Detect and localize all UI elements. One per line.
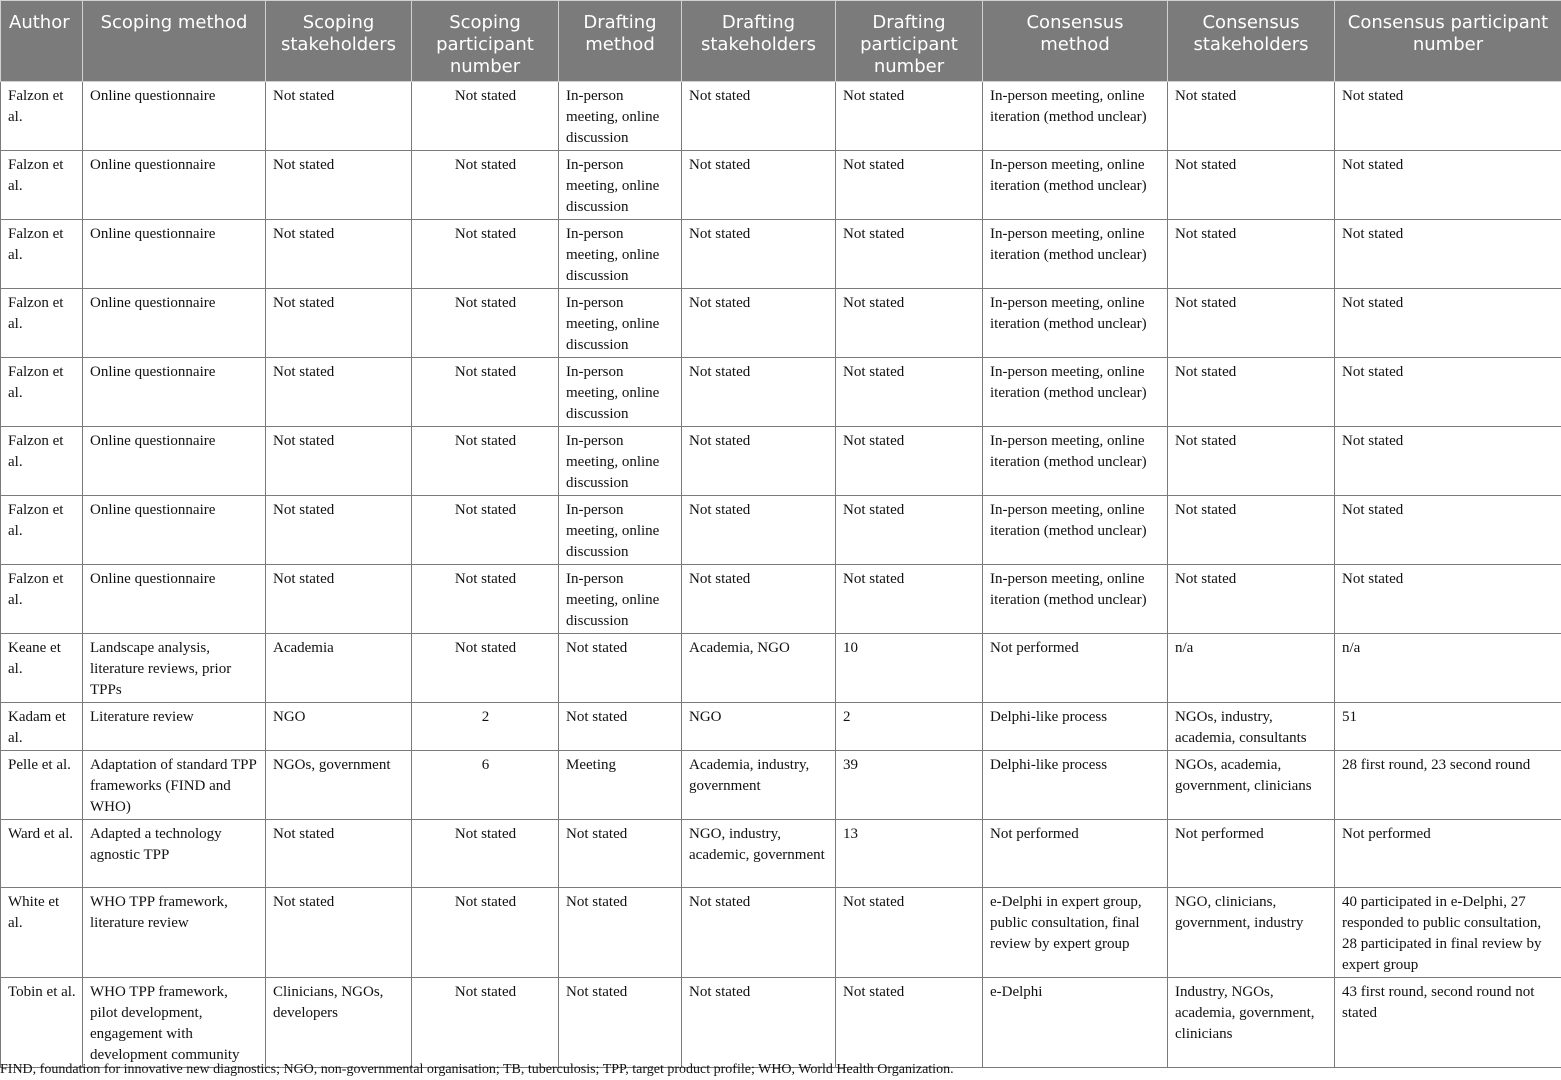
cell-drafting-method: Not stated (559, 888, 682, 978)
cell-scoping-stakeholders: Not stated (266, 565, 412, 634)
cell-consensus-stakeholders: NGO, clinicians, government, industry (1168, 888, 1335, 978)
cell-drafting-method: In-person meeting, online discussion (559, 220, 682, 289)
cell-drafting-method: In-person meeting, online discussion (559, 427, 682, 496)
cell-drafting-participant-number: Not stated (836, 151, 983, 220)
cell-drafting-participant-number: Not stated (836, 888, 983, 978)
cell-consensus-stakeholders: Not stated (1168, 151, 1335, 220)
cell-consensus-participant-number: Not stated (1335, 289, 1561, 358)
cell-drafting-method: In-person meeting, online discussion (559, 496, 682, 565)
cell-drafting-participant-number: Not stated (836, 358, 983, 427)
cell-scoping-participant-number: Not stated (412, 289, 559, 358)
cell-drafting-method: In-person meeting, online discussion (559, 151, 682, 220)
cell-consensus-method: In-person meeting, online iteration (method unclear) (983, 220, 1168, 289)
table-row (1, 888, 1561, 978)
cell-drafting-method: In-person meeting, online discussion (559, 82, 682, 151)
cell-consensus-method: In-person meeting, online iteration (method unclear) (983, 565, 1168, 634)
cell-author: Keane et al. (1, 634, 83, 703)
table-row (1, 358, 1561, 427)
cell-drafting-participant-number: Not stated (836, 82, 983, 151)
cell-author: Falzon et al. (1, 496, 83, 565)
cell-consensus-method: In-person meeting, online iteration (method unclear) (983, 496, 1168, 565)
cell-consensus-method: In-person meeting, online iteration (method unclear) (983, 82, 1168, 151)
cell-consensus-participant-number: Not stated (1335, 82, 1561, 151)
cell-author: Pelle et al. (1, 751, 83, 820)
cell-scoping-stakeholders: Not stated (266, 888, 412, 978)
cell-author: Falzon et al. (1, 220, 83, 289)
cell-scoping-method: Adapted a technology agnostic TPP (83, 820, 266, 888)
cell-scoping-participant-number: Not stated (412, 978, 559, 1068)
cell-consensus-participant-number: Not stated (1335, 151, 1561, 220)
cell-author: Falzon et al. (1, 358, 83, 427)
cell-consensus-method: In-person meeting, online iteration (method unclear) (983, 151, 1168, 220)
cell-author: White et al. (1, 888, 83, 978)
cell-scoping-participant-number: 6 (412, 751, 559, 820)
cell-drafting-participant-number: 10 (836, 634, 983, 703)
cell-scoping-method: WHO TPP framework, literature review (83, 888, 266, 978)
cell-drafting-method: Not stated (559, 634, 682, 703)
cell-drafting-method: In-person meeting, online discussion (559, 358, 682, 427)
cell-consensus-participant-number: 51 (1335, 703, 1561, 751)
cell-consensus-method: In-person meeting, online iteration (method unclear) (983, 289, 1168, 358)
cell-drafting-stakeholders: Not stated (682, 565, 836, 634)
cell-drafting-stakeholders: NGO (682, 703, 836, 751)
header-scoping-stakeholders: Scoping stakeholders (266, 1, 412, 82)
table-row (1, 820, 1561, 888)
cell-drafting-stakeholders: NGO, industry, academic, government (682, 820, 836, 888)
cell-drafting-stakeholders: Not stated (682, 888, 836, 978)
cell-scoping-stakeholders: Not stated (266, 289, 412, 358)
cell-drafting-participant-number: 39 (836, 751, 983, 820)
cell-scoping-participant-number: Not stated (412, 427, 559, 496)
cell-author: Tobin et al. (1, 978, 83, 1068)
cell-scoping-participant-number: 2 (412, 703, 559, 751)
table-row (1, 220, 1561, 289)
cell-consensus-participant-number: Not stated (1335, 427, 1561, 496)
cell-consensus-participant-number: 43 first round, second round not stated (1335, 978, 1561, 1068)
cell-drafting-method: Not stated (559, 703, 682, 751)
cell-consensus-stakeholders: NGOs, academia, government, clinicians (1168, 751, 1335, 820)
header-consensus-stakeholders: Consensus stakeholders (1168, 1, 1335, 82)
cell-drafting-stakeholders: Academia, NGO (682, 634, 836, 703)
cell-consensus-method: Not performed (983, 634, 1168, 703)
cell-scoping-stakeholders: Not stated (266, 82, 412, 151)
table-row (1, 289, 1561, 358)
cell-consensus-method: Delphi-like process (983, 703, 1168, 751)
cell-drafting-participant-number: Not stated (836, 565, 983, 634)
table-row (1, 82, 1561, 151)
header-scoping-method: Scoping method (83, 1, 266, 82)
cell-consensus-stakeholders: Not stated (1168, 565, 1335, 634)
cell-consensus-stakeholders: NGOs, industry, academia, consultants (1168, 703, 1335, 751)
cell-scoping-participant-number: Not stated (412, 358, 559, 427)
cell-scoping-participant-number: Not stated (412, 151, 559, 220)
cell-drafting-stakeholders: Not stated (682, 82, 836, 151)
cell-scoping-participant-number: Not stated (412, 888, 559, 978)
cell-scoping-method: Online questionnaire (83, 427, 266, 496)
cell-drafting-stakeholders: Not stated (682, 220, 836, 289)
table-row (1, 703, 1561, 751)
cell-consensus-method: Not performed (983, 820, 1168, 888)
cell-scoping-participant-number: Not stated (412, 82, 559, 151)
cell-scoping-method: Online questionnaire (83, 151, 266, 220)
cell-drafting-participant-number: Not stated (836, 978, 983, 1068)
cell-consensus-stakeholders: n/a (1168, 634, 1335, 703)
cell-scoping-method: Online questionnaire (83, 220, 266, 289)
cell-consensus-stakeholders: Not performed (1168, 820, 1335, 888)
cell-consensus-participant-number: Not performed (1335, 820, 1561, 888)
cell-consensus-method: In-person meeting, online iteration (method unclear) (983, 427, 1168, 496)
cell-drafting-participant-number: 13 (836, 820, 983, 888)
cell-drafting-stakeholders: Not stated (682, 496, 836, 565)
cell-drafting-stakeholders: Academia, industry, government (682, 751, 836, 820)
cell-consensus-method: In-person meeting, online iteration (method unclear) (983, 358, 1168, 427)
cell-scoping-method: Online questionnaire (83, 565, 266, 634)
table-row (1, 496, 1561, 565)
cell-consensus-participant-number: 40 participated in e-Delphi, 27 responded to public consultation, 28 participated in final review by expert group (1335, 888, 1561, 978)
cell-scoping-method: Online questionnaire (83, 289, 266, 358)
cell-scoping-participant-number: Not stated (412, 220, 559, 289)
header-scoping-participant-number: Scoping participant number (412, 1, 559, 82)
cell-consensus-method: e-Delphi (983, 978, 1168, 1068)
cell-scoping-participant-number: Not stated (412, 496, 559, 565)
table-body (1, 82, 1561, 1068)
cell-consensus-stakeholders: Not stated (1168, 289, 1335, 358)
cell-scoping-stakeholders: Not stated (266, 820, 412, 888)
cell-consensus-stakeholders: Not stated (1168, 496, 1335, 565)
cell-drafting-stakeholders: Not stated (682, 358, 836, 427)
cell-author: Falzon et al. (1, 289, 83, 358)
table-footnote: FIND, foundation for innovative new diagnostics; NGO, non-governmental organisation; TB, tuberculosis; TPP, target product profile; WHO, World Health Organization. (0, 1062, 954, 1077)
cell-scoping-method: Adaptation of standard TPP frameworks (FIND and WHO) (83, 751, 266, 820)
cell-scoping-stakeholders: Clinicians, NGOs, developers (266, 978, 412, 1068)
cell-drafting-method: In-person meeting, online discussion (559, 289, 682, 358)
cell-author: Kadam et al. (1, 703, 83, 751)
cell-consensus-participant-number: Not stated (1335, 565, 1561, 634)
cell-scoping-participant-number: Not stated (412, 820, 559, 888)
cell-scoping-stakeholders: NGO (266, 703, 412, 751)
header-drafting-method: Drafting method (559, 1, 682, 82)
cell-drafting-method: Not stated (559, 978, 682, 1068)
cell-consensus-participant-number: Not stated (1335, 220, 1561, 289)
cell-scoping-stakeholders: NGOs, government (266, 751, 412, 820)
table-row (1, 427, 1561, 496)
cell-consensus-stakeholders: Not stated (1168, 358, 1335, 427)
cell-author: Falzon et al. (1, 82, 83, 151)
cell-scoping-method: Online questionnaire (83, 82, 266, 151)
cell-scoping-method: Online questionnaire (83, 496, 266, 565)
header-consensus-method: Consensus method (983, 1, 1168, 82)
cell-drafting-participant-number: Not stated (836, 427, 983, 496)
header-drafting-participant-number: Drafting participant number (836, 1, 983, 82)
cell-scoping-stakeholders: Not stated (266, 220, 412, 289)
cell-drafting-participant-number: Not stated (836, 289, 983, 358)
cell-consensus-participant-number: Not stated (1335, 358, 1561, 427)
cell-scoping-stakeholders: Not stated (266, 427, 412, 496)
cell-drafting-method: Meeting (559, 751, 682, 820)
cell-scoping-stakeholders: Academia (266, 634, 412, 703)
cell-drafting-method: Not stated (559, 820, 682, 888)
table-row (1, 565, 1561, 634)
cell-consensus-method: e-Delphi in expert group, public consultation, final review by expert group (983, 888, 1168, 978)
cell-drafting-participant-number: 2 (836, 703, 983, 751)
cell-drafting-stakeholders: Not stated (682, 427, 836, 496)
cell-author: Falzon et al. (1, 151, 83, 220)
cell-scoping-stakeholders: Not stated (266, 358, 412, 427)
cell-scoping-stakeholders: Not stated (266, 496, 412, 565)
cell-author: Ward et al. (1, 820, 83, 888)
cell-scoping-method: Landscape analysis, literature reviews, prior TPPs (83, 634, 266, 703)
cell-drafting-stakeholders: Not stated (682, 978, 836, 1068)
cell-drafting-stakeholders: Not stated (682, 151, 836, 220)
cell-drafting-participant-number: Not stated (836, 220, 983, 289)
cell-scoping-participant-number: Not stated (412, 565, 559, 634)
cell-consensus-method: Delphi-like process (983, 751, 1168, 820)
cell-scoping-method: WHO TPP framework, pilot development, engagement with development community (83, 978, 266, 1068)
cell-consensus-stakeholders: Not stated (1168, 82, 1335, 151)
table-row (1, 751, 1561, 820)
cell-consensus-participant-number: Not stated (1335, 496, 1561, 565)
cell-consensus-stakeholders: Not stated (1168, 427, 1335, 496)
cell-drafting-method: In-person meeting, online discussion (559, 565, 682, 634)
cell-author: Falzon et al. (1, 427, 83, 496)
cell-consensus-participant-number: 28 first round, 23 second round (1335, 751, 1561, 820)
cell-consensus-stakeholders: Not stated (1168, 220, 1335, 289)
cell-scoping-method: Online questionnaire (83, 358, 266, 427)
table-row (1, 151, 1561, 220)
cell-author: Falzon et al. (1, 565, 83, 634)
cell-consensus-participant-number: n/a (1335, 634, 1561, 703)
header-author: Author (1, 1, 83, 82)
cell-scoping-stakeholders: Not stated (266, 151, 412, 220)
header-drafting-stakeholders: Drafting stakeholders (682, 1, 836, 82)
table-row (1, 634, 1561, 703)
header-row (1, 1, 1561, 82)
cell-drafting-stakeholders: Not stated (682, 289, 836, 358)
table-row (1, 978, 1561, 1068)
cell-consensus-stakeholders: Industry, NGOs, academia, government, clinicians (1168, 978, 1335, 1068)
header-consensus-participant-number: Consensus participant number (1335, 1, 1561, 82)
cell-scoping-method: Literature review (83, 703, 266, 751)
cell-scoping-participant-number: Not stated (412, 634, 559, 703)
cell-drafting-participant-number: Not stated (836, 496, 983, 565)
